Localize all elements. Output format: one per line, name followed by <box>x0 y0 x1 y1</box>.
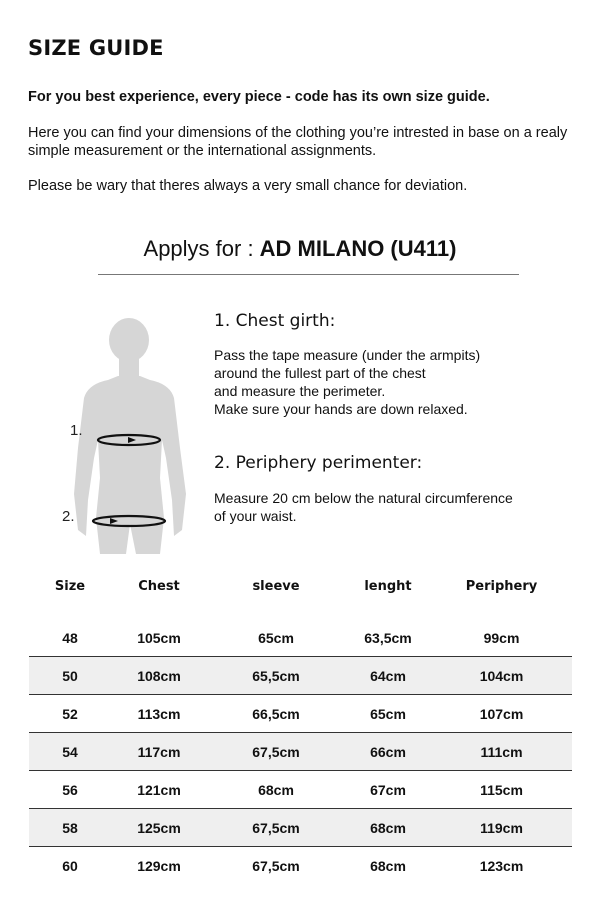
header-size: Size <box>54 578 86 594</box>
chest-line: around the fullest part of the chest <box>214 365 426 381</box>
page-title: SIZE GUIDE <box>28 36 164 60</box>
cell-length: 66cm <box>345 733 431 771</box>
periphery-line: Measure 20 cm below the natural circumference <box>214 490 513 506</box>
applies-for-heading <box>0 236 600 262</box>
table-row <box>29 733 572 771</box>
header-periphery: Periphery <box>465 578 538 594</box>
product-name: AD MILANO (U411) <box>259 236 457 261</box>
cell-size: 60 <box>62 857 78 874</box>
cell-length: 63,5cm <box>345 619 431 657</box>
chest-line: and measure the perimeter. <box>214 383 386 399</box>
header-length: lenght <box>364 578 412 594</box>
applies-prefix: Applys for : <box>143 236 260 261</box>
cell-chest: 108cm <box>111 657 207 695</box>
chest-line: Pass the tape measure (under the armpits) <box>214 347 481 363</box>
cell-size: 48 <box>29 619 111 657</box>
cell-chest: 113cm <box>111 695 207 733</box>
intro-text-1: Here you can find your dimensions of the clothing you’re intrested in base on a realy simple measurement or the international assignments. <box>28 125 568 159</box>
cell-size: 58 <box>29 809 111 847</box>
periphery-line: of your waist. <box>214 508 297 524</box>
table-row <box>29 847 572 885</box>
cell-periphery: 104cm <box>431 657 572 695</box>
table-header-row <box>29 565 572 607</box>
cell-chest: 117cm <box>111 733 207 771</box>
chest-line: Make sure your hands are down relaxed. <box>214 401 468 417</box>
cell-size: 52 <box>29 695 111 733</box>
cell-periphery: 99cm <box>431 619 572 657</box>
table-row <box>29 619 572 657</box>
header-chest: Chest <box>138 578 180 594</box>
divider <box>98 274 519 275</box>
cell-size: 56 <box>29 771 111 809</box>
chest-girth-description <box>214 346 574 418</box>
table-row <box>29 809 572 847</box>
header-sleeve: sleeve <box>252 578 300 594</box>
cell-length: 68cm <box>345 809 431 847</box>
table-row <box>29 695 572 733</box>
table-row <box>29 771 572 809</box>
cell-periphery: 115cm <box>431 771 572 809</box>
cell-chest: 121cm <box>111 771 207 809</box>
cell-periphery: 119cm <box>431 809 572 847</box>
intro-bold-text: For you best experience, every piece - code has its own size guide. <box>28 89 490 105</box>
cell-sleeve: 65,5cm <box>207 657 345 695</box>
cell-sleeve: 65cm <box>207 619 345 657</box>
cell-sleeve: 67,5cm <box>207 733 345 771</box>
table-row <box>29 657 572 695</box>
intro-text-2: Please be wary that theres always a very small chance for deviation. <box>28 178 468 194</box>
cell-length: 65cm <box>345 695 431 733</box>
cell-periphery: 107cm <box>431 695 572 733</box>
size-table <box>29 565 572 884</box>
periphery-heading: 2. Periphery perimenter: <box>214 453 423 473</box>
cell-periphery: 123cm <box>479 857 524 874</box>
chest-marker-label: 1. <box>70 422 83 439</box>
cell-sleeve: 68cm <box>207 771 345 809</box>
cell-length: 67cm <box>345 771 431 809</box>
periphery-marker-label: 2. <box>62 508 75 525</box>
cell-sleeve: 67,5cm <box>252 857 300 874</box>
cell-length: 68cm <box>370 857 406 874</box>
cell-sleeve: 66,5cm <box>207 695 345 733</box>
cell-size: 50 <box>29 657 111 695</box>
periphery-description <box>214 489 574 525</box>
cell-chest: 125cm <box>111 809 207 847</box>
cell-chest: 129cm <box>137 857 181 874</box>
cell-length: 64cm <box>345 657 431 695</box>
cell-size: 54 <box>29 733 111 771</box>
cell-periphery: 111cm <box>431 733 572 771</box>
chest-girth-heading: 1. Chest girth: <box>214 311 336 331</box>
cell-sleeve: 67,5cm <box>207 809 345 847</box>
body-silhouette-icon <box>56 318 196 564</box>
cell-chest: 105cm <box>111 619 207 657</box>
